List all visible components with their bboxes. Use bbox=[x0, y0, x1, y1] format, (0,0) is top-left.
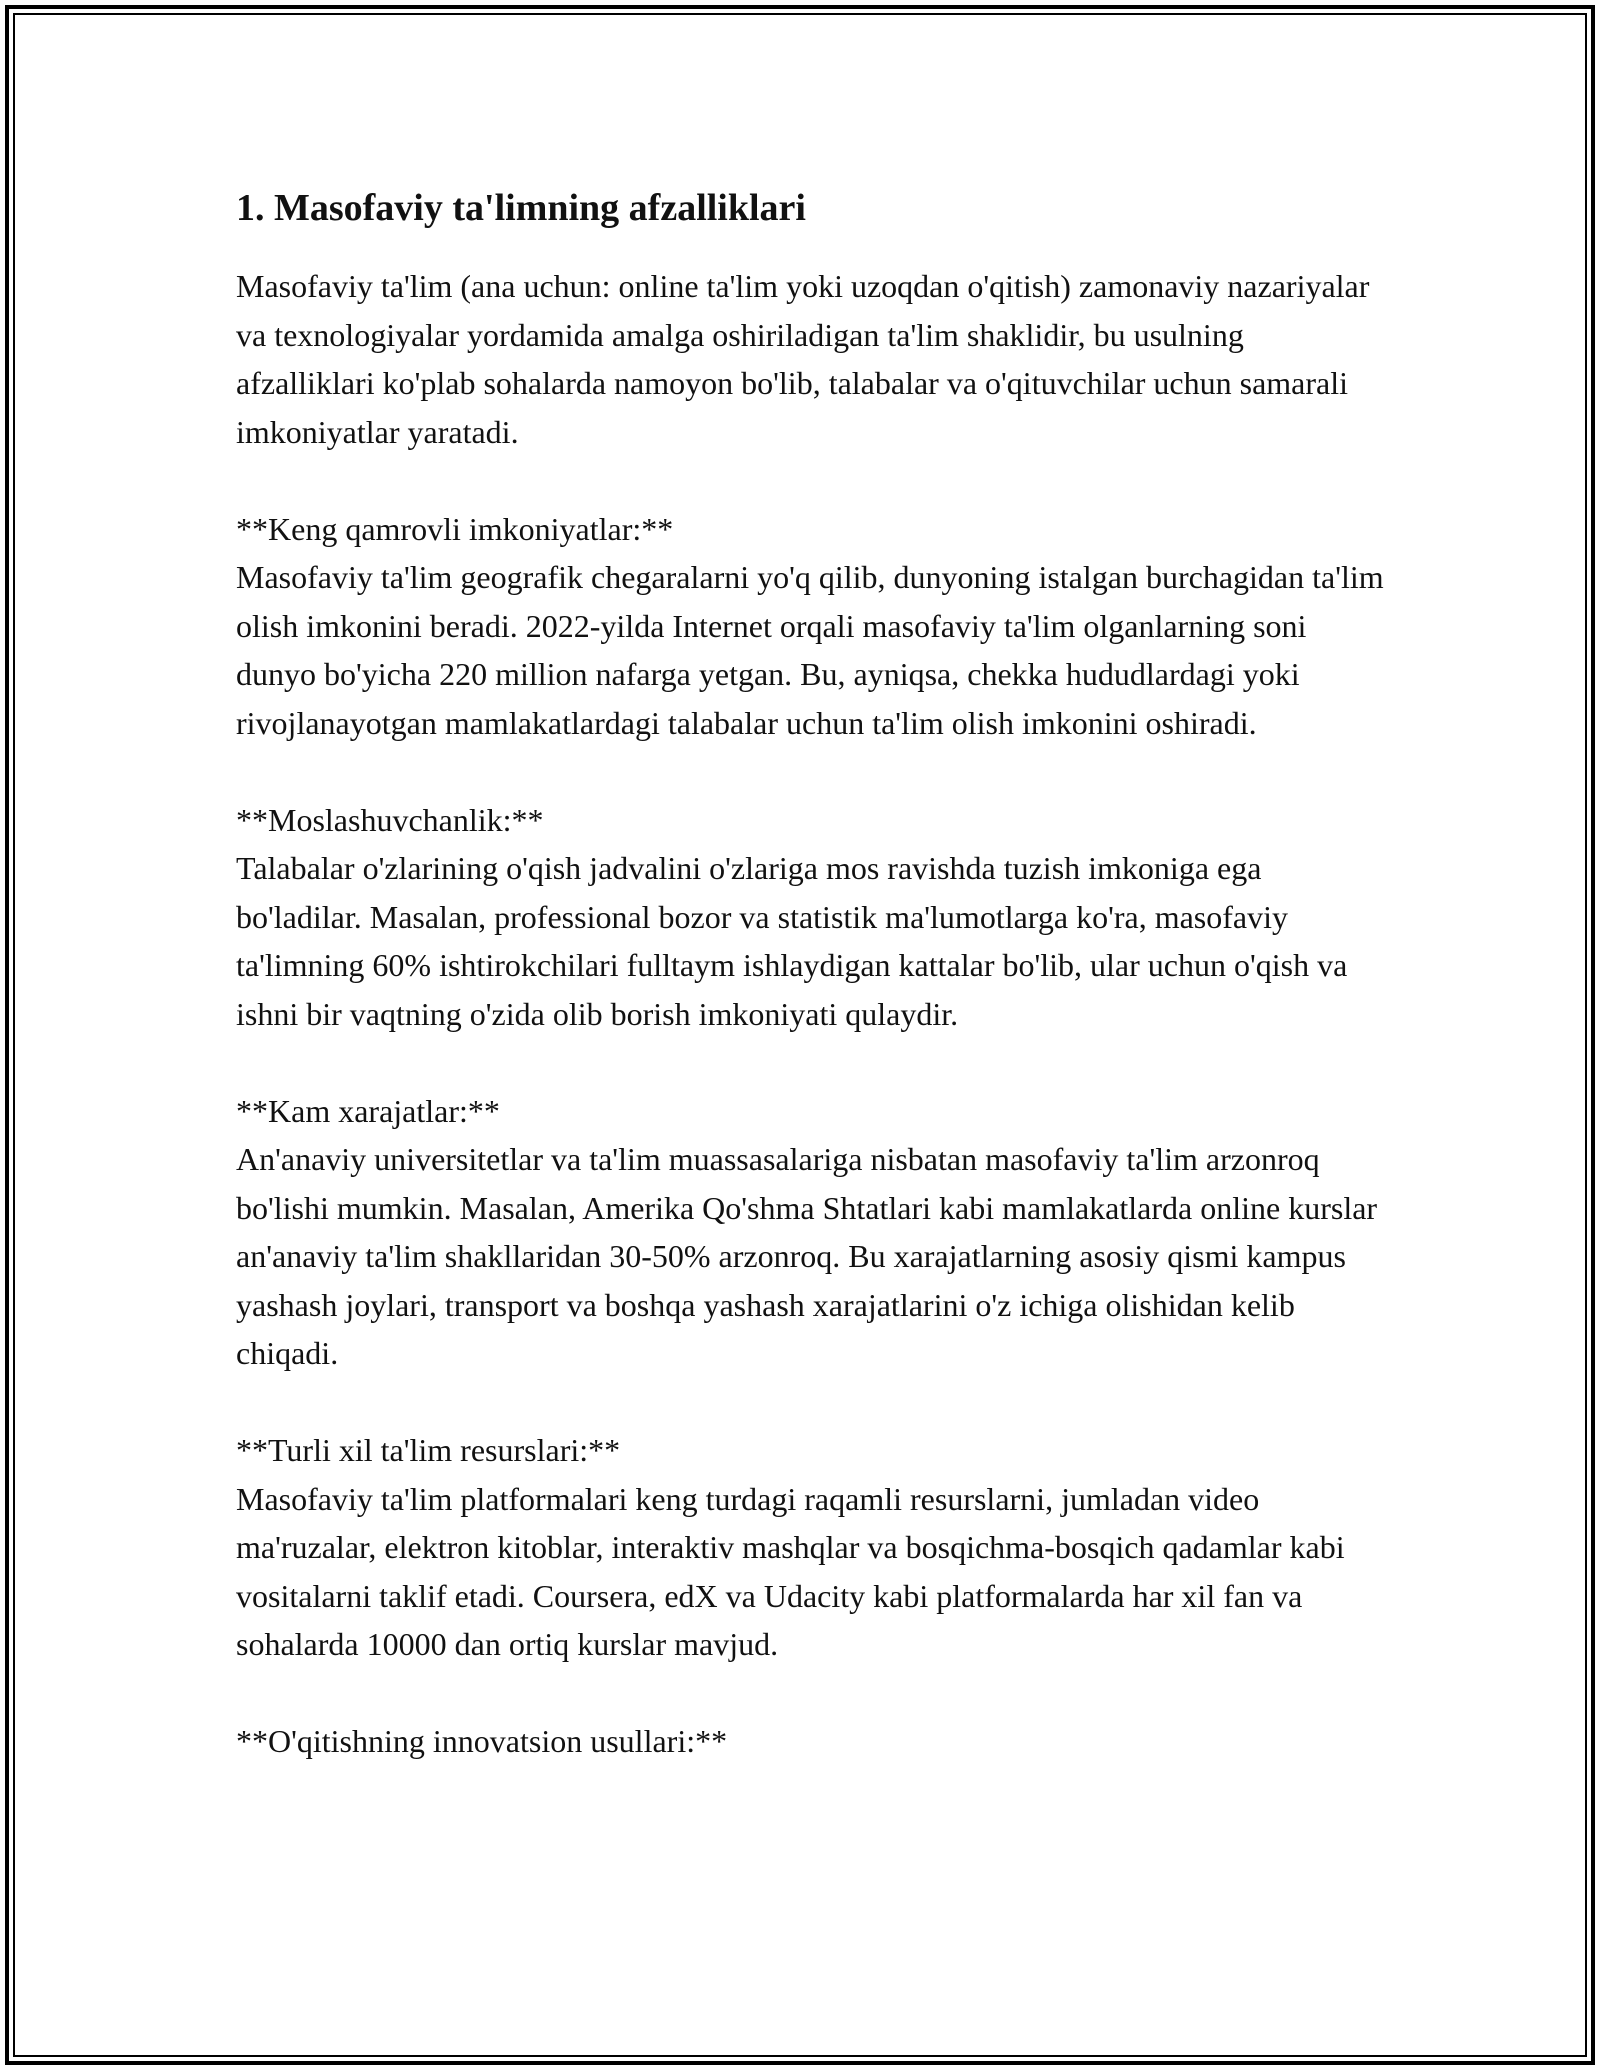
section-text: Masofaviy ta'lim platformalari keng turdagi raqamli resurslarni, jumladan video ma'ruzalar, elektron kitoblar, interaktiv mashqlar va bosqichma-bosqich qadamlar kabi vositalarni taklif etadi. Coursera, edX va Udacity kabi platformalarda har xil fan va sohalarda 10000 dan ortiq kurslar mavjud. bbox=[236, 1480, 1345, 1662]
section-text: An'anaviy universitetlar va ta'lim muassasalariga nisbatan masofaviy ta'lim arzonroq bo'lishi mumkin. Masalan, Amerika Qo'shma Shtatlari kabi mamlakatlarda online kurslar an'anaviy ta'lim shakllaridan 30-50% arzonroq. Bu xarajatlarning asosiy qismi kampus yashash joylari, transport va boshqa yashash xarajatlarini o'z ichiga olishidan kelib chiqadi. bbox=[236, 1141, 1378, 1371]
section-title: **Turli xil ta'lim resurslari:** bbox=[236, 1432, 621, 1468]
section-kam-xarajatlar bbox=[236, 1087, 1386, 1378]
section-moslashuvchanlik bbox=[236, 796, 1386, 1039]
section-title: **Moslashuvchanlik:** bbox=[236, 801, 544, 838]
section-title: **O'qitishning innovatsion usullari:** bbox=[236, 1723, 728, 1759]
document-body bbox=[236, 184, 1386, 1814]
section-text: Talabalar o'zlarining o'qish jadvalini o'zlariga mos ravishda tuzish imkoniga ega bo'ladilar. Masalan, professional bozor va statistik ma'lumotlarga ko'ra, masofaviy ta'limning 60% ishtirokchilari fulltaym ishlaydigan kattalar bo'lib, ular uchun o'qish va ishni bir vaqtning o'zida olib borish imkoniyati qulaydir. bbox=[236, 850, 1348, 1032]
section-title: **Kam xarajatlar:** bbox=[236, 1092, 500, 1129]
section-heading: 1. Masofaviy ta'limning afzalliklari bbox=[236, 187, 806, 229]
intro-paragraph: Masofaviy ta'lim (ana uchun: online ta'lim yoki uzoqdan o'qitish) zamonaviy nazariyalar va texnologiyalar yordamida amalga oshiriladigan ta'lim shaklidir, bu usulning afzalliklari ko'plab sohalarda namoyon bo'lib, talabalar va o'qituvchilar uchun samarali imkoniyatlar yaratadi. bbox=[236, 268, 1370, 450]
section-keng-qamrovli bbox=[236, 505, 1386, 748]
section-text: Masofaviy ta'lim geografik chegaralarni yo'q qilib, dunyoning istalgan burchagidan ta'lim olish imkonini beradi. 2022-yilda Internet orqali masofaviy ta'lim olganlarning soni dunyo bo'yicha 220 million nafarga yetgan. Bu, ayniqsa, chekka hududlardagi yoki rivojlanayotgan mamlakatlardagi talabalar uchun ta'lim olish imkonini oshiradi. bbox=[236, 559, 1384, 741]
section-innovatsion-usullar bbox=[236, 1717, 1386, 1766]
section-turli-xil-resurslar bbox=[236, 1426, 1386, 1669]
section-title: **Keng qamrovli imkoniyatlar:** bbox=[236, 510, 674, 547]
